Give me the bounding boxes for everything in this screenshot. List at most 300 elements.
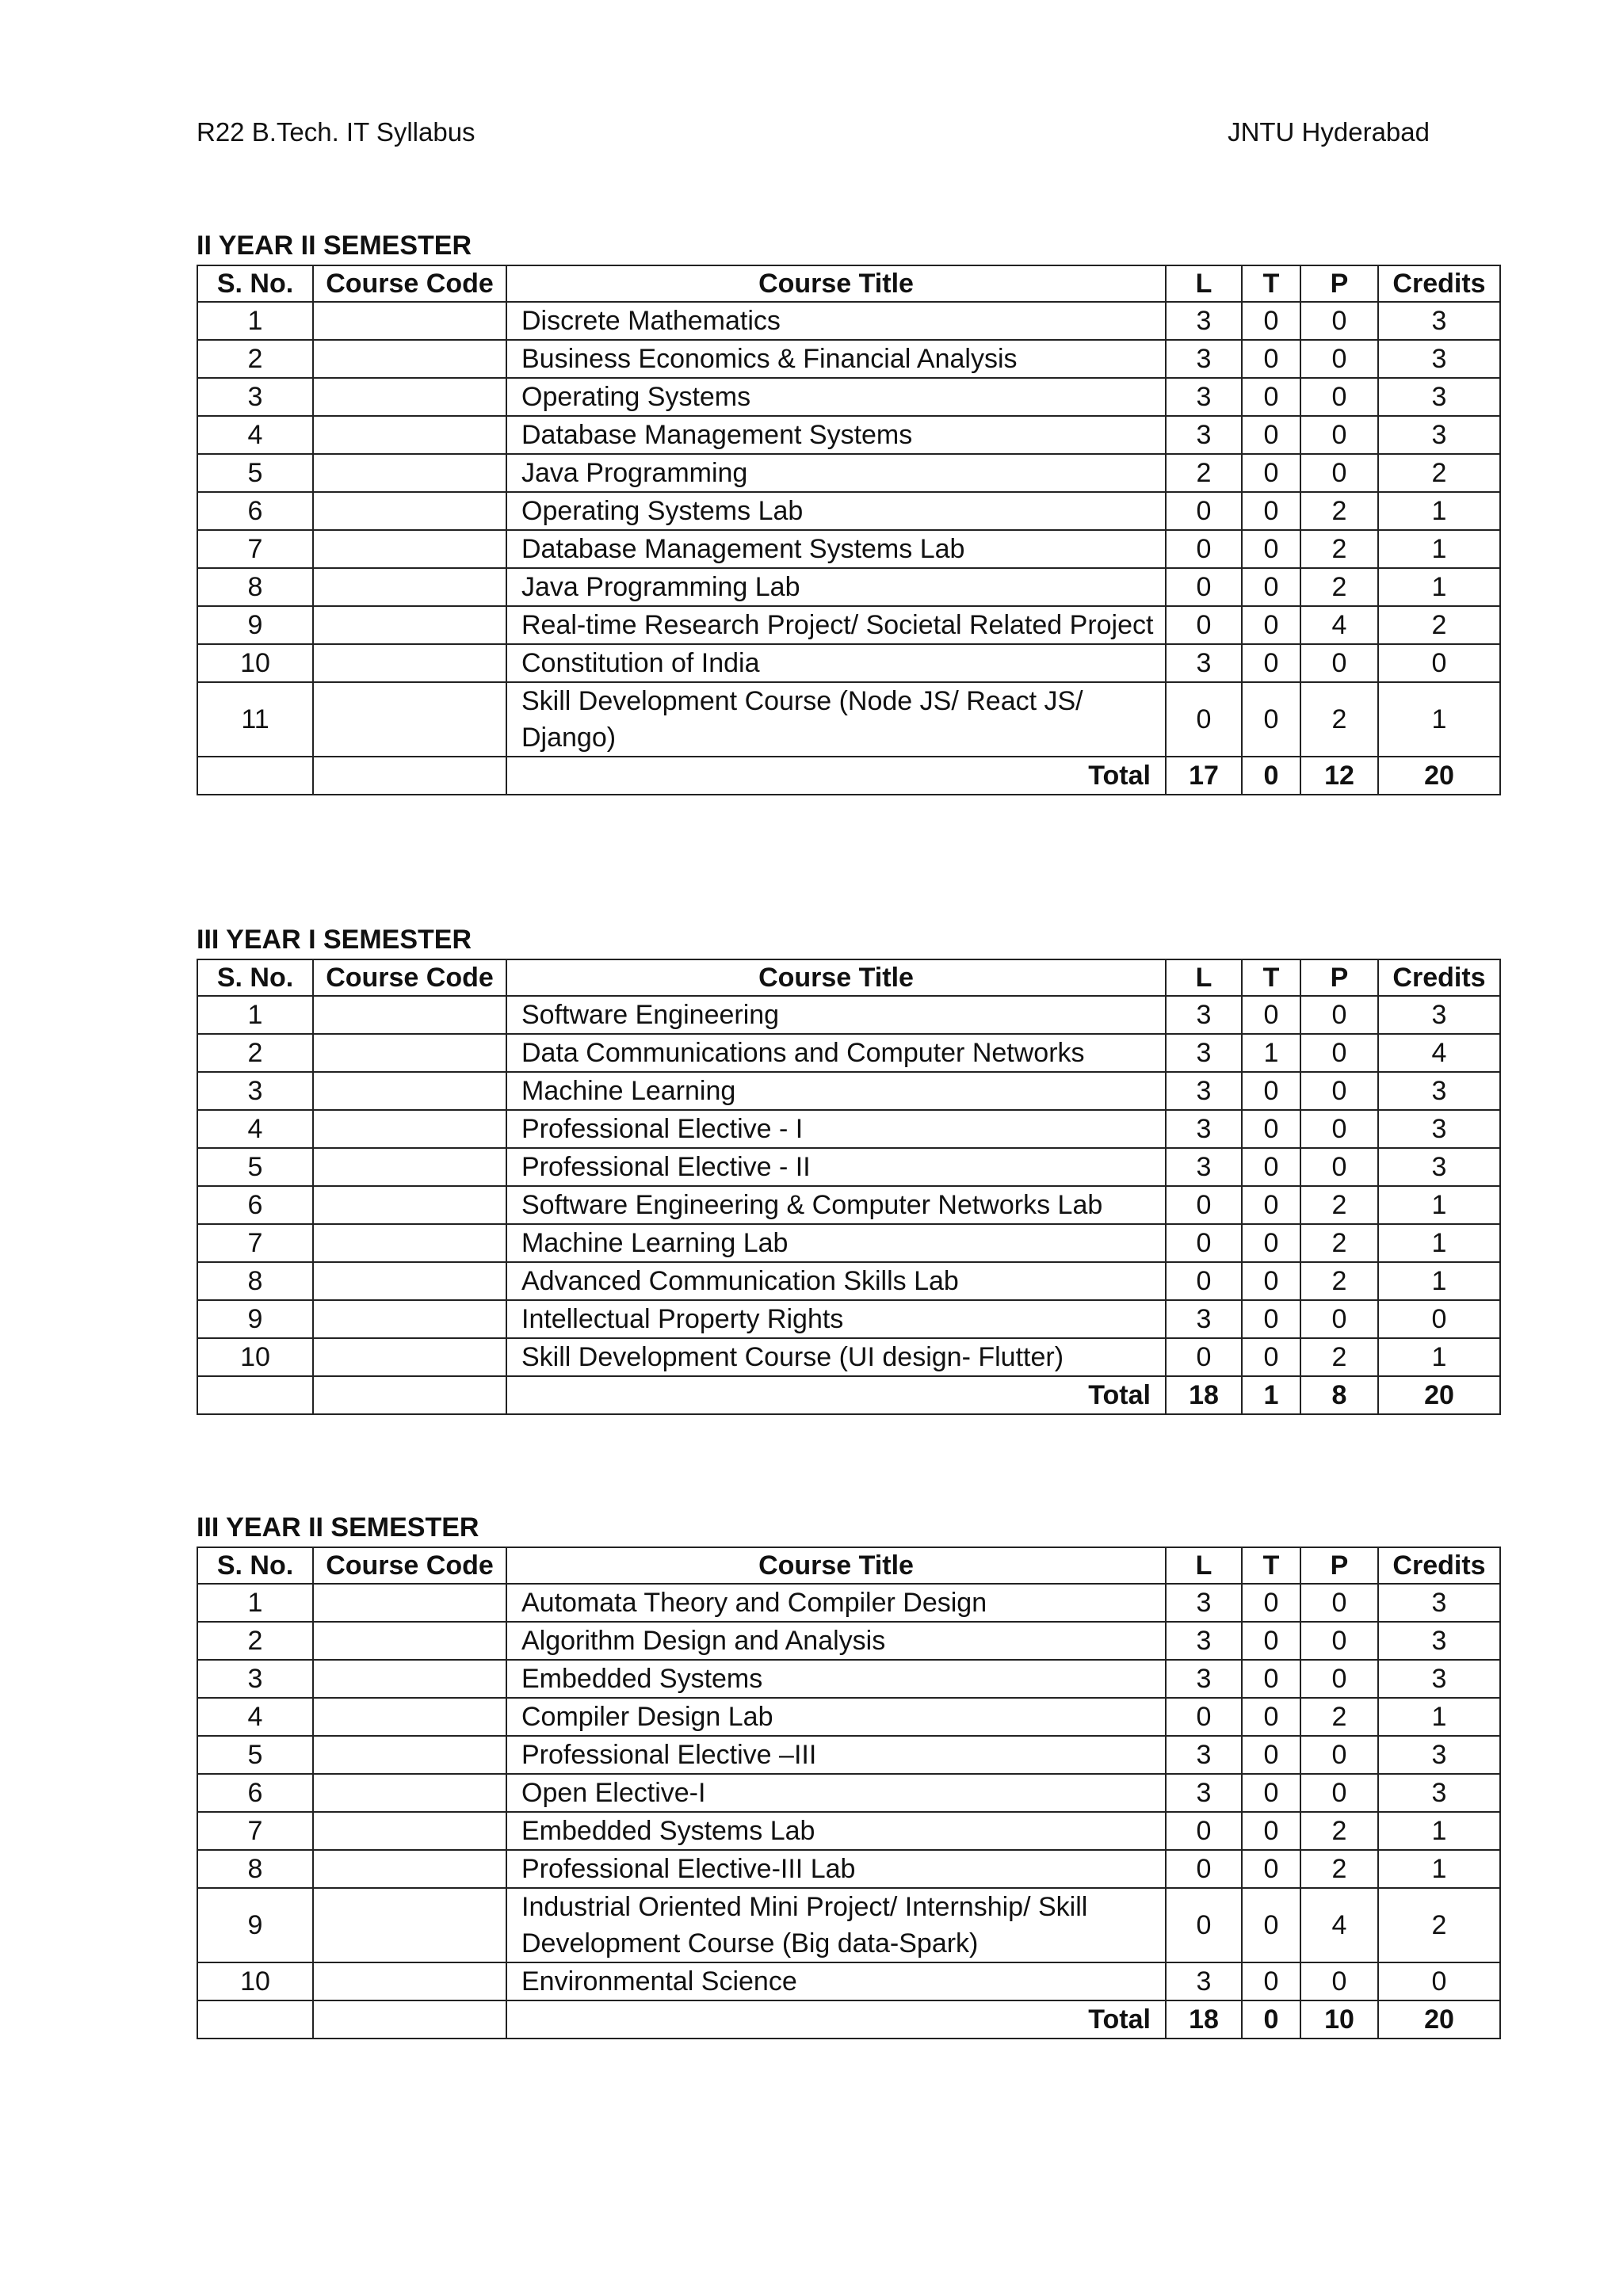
cell-t: 0 <box>1242 1584 1300 1622</box>
cell-course-title: Professional Elective-III Lab <box>506 1850 1166 1888</box>
cell-course-code <box>313 378 506 416</box>
cell-t: 0 <box>1242 1888 1300 1962</box>
cell-credits: 3 <box>1378 1110 1500 1148</box>
cell-t: 0 <box>1242 340 1300 378</box>
cell-sno: 6 <box>197 1774 313 1812</box>
cell-credits: 1 <box>1378 568 1500 606</box>
cell-p: 0 <box>1300 1962 1378 2000</box>
cell-empty <box>313 2000 506 2039</box>
table-row <box>197 1622 1500 1660</box>
cell-course-code <box>313 1300 506 1338</box>
cell-l: 3 <box>1166 1584 1242 1622</box>
cell-credits: 0 <box>1378 1300 1500 1338</box>
cell-t: 0 <box>1242 1774 1300 1812</box>
cell-credits: 1 <box>1378 492 1500 530</box>
header-sno: S. No. <box>197 959 313 996</box>
cell-sno: 9 <box>197 606 313 644</box>
cell-sno: 10 <box>197 1338 313 1376</box>
cell-p: 0 <box>1300 1034 1378 1072</box>
cell-credits: 3 <box>1378 416 1500 454</box>
cell-sno: 5 <box>197 1736 313 1774</box>
cell-sno: 2 <box>197 1622 313 1660</box>
cell-course-title: Environmental Science <box>506 1962 1166 2000</box>
table-row <box>197 1584 1500 1622</box>
cell-course-title: Industrial Oriented Mini Project/ Internship/ Skill Development Course (Big data-Spark) <box>506 1888 1166 1962</box>
cell-course-title: Discrete Mathematics <box>506 302 1166 340</box>
total-label: Total <box>506 757 1166 795</box>
header-sno: S. No. <box>197 1547 313 1584</box>
cell-credits: 3 <box>1378 1660 1500 1698</box>
cell-t: 0 <box>1242 1660 1300 1698</box>
cell-credits: 3 <box>1378 1774 1500 1812</box>
header-p: P <box>1300 959 1378 996</box>
cell-l: 3 <box>1166 340 1242 378</box>
table-row <box>197 1338 1500 1376</box>
total-l: 18 <box>1166 2000 1242 2039</box>
cell-l: 0 <box>1166 1888 1242 1962</box>
cell-p: 0 <box>1300 340 1378 378</box>
table-row <box>197 454 1500 492</box>
cell-credits: 1 <box>1378 1338 1500 1376</box>
cell-credits: 4 <box>1378 1034 1500 1072</box>
cell-course-code <box>313 1736 506 1774</box>
cell-l: 0 <box>1166 568 1242 606</box>
table-row <box>197 340 1500 378</box>
cell-course-code <box>313 530 506 568</box>
table-row <box>197 1262 1500 1300</box>
table-row <box>197 1186 1500 1224</box>
cell-t: 0 <box>1242 454 1300 492</box>
cell-course-title: Java Programming <box>506 454 1166 492</box>
cell-p: 2 <box>1300 1850 1378 1888</box>
header-p: P <box>1300 265 1378 302</box>
cell-p: 0 <box>1300 1736 1378 1774</box>
header-credits: Credits <box>1378 1547 1500 1584</box>
cell-t: 0 <box>1242 1698 1300 1736</box>
cell-t: 0 <box>1242 1736 1300 1774</box>
cell-sno: 9 <box>197 1300 313 1338</box>
total-credits: 20 <box>1378 757 1500 795</box>
cell-l: 3 <box>1166 1034 1242 1072</box>
cell-sno: 6 <box>197 492 313 530</box>
cell-l: 0 <box>1166 682 1242 757</box>
table-row <box>197 1224 1500 1262</box>
table-row <box>197 996 1500 1034</box>
cell-p: 4 <box>1300 606 1378 644</box>
cell-sno: 4 <box>197 1110 313 1148</box>
cell-sno: 11 <box>197 682 313 757</box>
cell-course-code <box>313 1072 506 1110</box>
cell-empty <box>197 2000 313 2039</box>
cell-t: 0 <box>1242 1224 1300 1262</box>
total-t: 0 <box>1242 757 1300 795</box>
document-header-right: JNTU Hyderabad <box>1228 117 1430 147</box>
header-l: L <box>1166 959 1242 996</box>
cell-l: 0 <box>1166 1262 1242 1300</box>
cell-l: 3 <box>1166 302 1242 340</box>
cell-p: 0 <box>1300 1072 1378 1110</box>
header-p: P <box>1300 1547 1378 1584</box>
table-header-row <box>197 1547 1500 1584</box>
cell-sno: 1 <box>197 996 313 1034</box>
cell-credits: 1 <box>1378 1224 1500 1262</box>
cell-t: 0 <box>1242 1110 1300 1148</box>
table-row <box>197 302 1500 340</box>
header-course-code: Course Code <box>313 265 506 302</box>
cell-p: 0 <box>1300 1622 1378 1660</box>
cell-course-code <box>313 1224 506 1262</box>
cell-course-title: Business Economics & Financial Analysis <box>506 340 1166 378</box>
cell-sno: 3 <box>197 1660 313 1698</box>
total-label: Total <box>506 1376 1166 1414</box>
total-credits: 20 <box>1378 1376 1500 1414</box>
course-table <box>197 959 1501 1415</box>
total-credits: 20 <box>1378 2000 1500 2039</box>
header-t: T <box>1242 1547 1300 1584</box>
table-row <box>197 1962 1500 2000</box>
cell-course-title: Software Engineering <box>506 996 1166 1034</box>
cell-course-code <box>313 302 506 340</box>
cell-p: 0 <box>1300 1110 1378 1148</box>
table-row <box>197 1774 1500 1812</box>
table-row <box>197 530 1500 568</box>
cell-l: 0 <box>1166 1850 1242 1888</box>
table-row <box>197 1850 1500 1888</box>
cell-course-title: Database Management Systems <box>506 416 1166 454</box>
cell-p: 0 <box>1300 996 1378 1034</box>
cell-p: 0 <box>1300 1584 1378 1622</box>
cell-sno: 1 <box>197 302 313 340</box>
cell-credits: 2 <box>1378 454 1500 492</box>
cell-course-code <box>313 454 506 492</box>
cell-p: 2 <box>1300 1186 1378 1224</box>
cell-sno: 5 <box>197 454 313 492</box>
cell-course-title: Skill Development Course (Node JS/ React JS/ Django) <box>506 682 1166 757</box>
cell-course-code <box>313 1698 506 1736</box>
cell-course-code <box>313 996 506 1034</box>
cell-l: 3 <box>1166 1148 1242 1186</box>
cell-course-code <box>313 1148 506 1186</box>
cell-credits: 1 <box>1378 1262 1500 1300</box>
cell-course-code <box>313 1186 506 1224</box>
cell-credits: 3 <box>1378 996 1500 1034</box>
cell-sno: 8 <box>197 568 313 606</box>
cell-sno: 2 <box>197 1034 313 1072</box>
cell-course-code <box>313 568 506 606</box>
table-row <box>197 644 1500 682</box>
cell-l: 3 <box>1166 1110 1242 1148</box>
total-row <box>197 757 1500 795</box>
cell-course-title: Automata Theory and Compiler Design <box>506 1584 1166 1622</box>
cell-course-title: Operating Systems <box>506 378 1166 416</box>
cell-t: 0 <box>1242 378 1300 416</box>
cell-p: 0 <box>1300 1300 1378 1338</box>
cell-credits: 3 <box>1378 1622 1500 1660</box>
cell-course-title: Software Engineering & Computer Networks Lab <box>506 1186 1166 1224</box>
cell-t: 0 <box>1242 302 1300 340</box>
table-row <box>197 416 1500 454</box>
table-row <box>197 492 1500 530</box>
cell-credits: 3 <box>1378 1584 1500 1622</box>
table-row <box>197 1698 1500 1736</box>
cell-course-code <box>313 1774 506 1812</box>
cell-credits: 3 <box>1378 1072 1500 1110</box>
cell-course-title: Intellectual Property Rights <box>506 1300 1166 1338</box>
total-p: 12 <box>1300 757 1378 795</box>
cell-course-code <box>313 1812 506 1850</box>
cell-empty <box>197 757 313 795</box>
header-sno: S. No. <box>197 265 313 302</box>
cell-l: 3 <box>1166 1072 1242 1110</box>
cell-course-code <box>313 1338 506 1376</box>
cell-l: 0 <box>1166 1224 1242 1262</box>
cell-l: 0 <box>1166 1338 1242 1376</box>
cell-empty <box>197 1376 313 1414</box>
cell-course-code <box>313 644 506 682</box>
semester-title: III YEAR II SEMESTER <box>197 1512 479 1543</box>
cell-credits: 0 <box>1378 644 1500 682</box>
cell-t: 0 <box>1242 1622 1300 1660</box>
cell-sno: 1 <box>197 1584 313 1622</box>
cell-t: 0 <box>1242 568 1300 606</box>
cell-credits: 3 <box>1378 1148 1500 1186</box>
cell-sno: 7 <box>197 530 313 568</box>
cell-credits: 0 <box>1378 1962 1500 2000</box>
cell-course-title: Compiler Design Lab <box>506 1698 1166 1736</box>
cell-t: 0 <box>1242 644 1300 682</box>
cell-credits: 3 <box>1378 340 1500 378</box>
total-row <box>197 1376 1500 1414</box>
cell-course-title: Java Programming Lab <box>506 568 1166 606</box>
cell-course-code <box>313 1888 506 1962</box>
cell-p: 4 <box>1300 1888 1378 1962</box>
cell-course-code <box>313 682 506 757</box>
cell-sno: 9 <box>197 1888 313 1962</box>
table-row <box>197 1660 1500 1698</box>
cell-p: 2 <box>1300 1224 1378 1262</box>
cell-sno: 4 <box>197 416 313 454</box>
cell-l: 3 <box>1166 1660 1242 1698</box>
cell-t: 0 <box>1242 1300 1300 1338</box>
cell-l: 3 <box>1166 1300 1242 1338</box>
cell-course-title: Skill Development Course (UI design- Flutter) <box>506 1338 1166 1376</box>
cell-course-code <box>313 1034 506 1072</box>
cell-p: 0 <box>1300 644 1378 682</box>
cell-course-title: Advanced Communication Skills Lab <box>506 1262 1166 1300</box>
cell-sno: 10 <box>197 644 313 682</box>
total-t: 1 <box>1242 1376 1300 1414</box>
cell-course-code <box>313 1962 506 2000</box>
table-row <box>197 1888 1500 1962</box>
semester-section <box>197 230 1501 795</box>
cell-l: 3 <box>1166 996 1242 1034</box>
cell-t: 0 <box>1242 416 1300 454</box>
cell-t: 0 <box>1242 682 1300 757</box>
cell-credits: 3 <box>1378 1736 1500 1774</box>
table-row <box>197 682 1500 757</box>
cell-credits: 1 <box>1378 530 1500 568</box>
table-row <box>197 606 1500 644</box>
cell-sno: 6 <box>197 1186 313 1224</box>
table-row <box>197 1148 1500 1186</box>
cell-t: 0 <box>1242 1262 1300 1300</box>
total-p: 10 <box>1300 2000 1378 2039</box>
cell-p: 0 <box>1300 454 1378 492</box>
header-credits: Credits <box>1378 265 1500 302</box>
table-row <box>197 1812 1500 1850</box>
cell-credits: 2 <box>1378 606 1500 644</box>
table-row <box>197 1034 1500 1072</box>
semester-title: III YEAR I SEMESTER <box>197 925 472 955</box>
cell-sno: 8 <box>197 1850 313 1888</box>
total-row <box>197 2000 1500 2039</box>
cell-course-code <box>313 492 506 530</box>
cell-empty <box>313 1376 506 1414</box>
cell-p: 2 <box>1300 1812 1378 1850</box>
cell-sno: 2 <box>197 340 313 378</box>
total-t: 0 <box>1242 2000 1300 2039</box>
header-t: T <box>1242 959 1300 996</box>
cell-course-title: Data Communications and Computer Networks <box>506 1034 1166 1072</box>
cell-sno: 10 <box>197 1962 313 2000</box>
cell-l: 0 <box>1166 530 1242 568</box>
cell-sno: 3 <box>197 1072 313 1110</box>
cell-t: 0 <box>1242 1812 1300 1850</box>
course-table <box>197 265 1501 795</box>
cell-credits: 3 <box>1378 378 1500 416</box>
cell-course-title: Embedded Systems <box>506 1660 1166 1698</box>
cell-p: 0 <box>1300 302 1378 340</box>
cell-p: 2 <box>1300 1338 1378 1376</box>
cell-l: 3 <box>1166 1622 1242 1660</box>
cell-p: 0 <box>1300 416 1378 454</box>
cell-t: 1 <box>1242 1034 1300 1072</box>
cell-course-code <box>313 1622 506 1660</box>
table-row <box>197 1110 1500 1148</box>
cell-t: 0 <box>1242 1962 1300 2000</box>
cell-credits: 2 <box>1378 1888 1500 1962</box>
cell-p: 2 <box>1300 1262 1378 1300</box>
cell-l: 3 <box>1166 416 1242 454</box>
total-label: Total <box>506 2000 1166 2039</box>
cell-p: 2 <box>1300 1698 1378 1736</box>
cell-course-title: Machine Learning Lab <box>506 1224 1166 1262</box>
cell-l: 0 <box>1166 1186 1242 1224</box>
cell-course-code <box>313 606 506 644</box>
cell-course-code <box>313 1850 506 1888</box>
cell-t: 0 <box>1242 530 1300 568</box>
cell-sno: 3 <box>197 378 313 416</box>
cell-credits: 1 <box>1378 1812 1500 1850</box>
cell-t: 0 <box>1242 1186 1300 1224</box>
cell-t: 0 <box>1242 1148 1300 1186</box>
table-row <box>197 378 1500 416</box>
header-course-code: Course Code <box>313 1547 506 1584</box>
cell-course-code <box>313 1660 506 1698</box>
cell-course-code <box>313 340 506 378</box>
document-header-left: R22 B.Tech. IT Syllabus <box>197 117 475 147</box>
cell-sno: 7 <box>197 1224 313 1262</box>
cell-credits: 1 <box>1378 682 1500 757</box>
header-course-code: Course Code <box>313 959 506 996</box>
cell-t: 0 <box>1242 1072 1300 1110</box>
total-p: 8 <box>1300 1376 1378 1414</box>
cell-t: 0 <box>1242 492 1300 530</box>
cell-course-code <box>313 1584 506 1622</box>
cell-course-title: Constitution of India <box>506 644 1166 682</box>
table-row <box>197 1736 1500 1774</box>
cell-l: 3 <box>1166 378 1242 416</box>
cell-p: 0 <box>1300 1660 1378 1698</box>
total-l: 17 <box>1166 757 1242 795</box>
cell-l: 0 <box>1166 606 1242 644</box>
cell-t: 0 <box>1242 1850 1300 1888</box>
course-table <box>197 1547 1501 2039</box>
cell-l: 0 <box>1166 1812 1242 1850</box>
cell-course-title: Real-time Research Project/ Societal Related Project <box>506 606 1166 644</box>
cell-l: 2 <box>1166 454 1242 492</box>
table-row <box>197 568 1500 606</box>
cell-course-title: Machine Learning <box>506 1072 1166 1110</box>
cell-course-title: Database Management Systems Lab <box>506 530 1166 568</box>
table-header-row <box>197 959 1500 996</box>
cell-p: 0 <box>1300 1148 1378 1186</box>
cell-t: 0 <box>1242 996 1300 1034</box>
semester-section <box>197 924 1501 1415</box>
table-row <box>197 1300 1500 1338</box>
cell-p: 0 <box>1300 378 1378 416</box>
cell-sno: 7 <box>197 1812 313 1850</box>
header-course-title: Course Title <box>506 265 1166 302</box>
header-credits: Credits <box>1378 959 1500 996</box>
cell-l: 0 <box>1166 1698 1242 1736</box>
cell-credits: 3 <box>1378 302 1500 340</box>
cell-l: 3 <box>1166 1736 1242 1774</box>
cell-course-code <box>313 1110 506 1148</box>
cell-p: 2 <box>1300 568 1378 606</box>
cell-course-title: Professional Elective –III <box>506 1736 1166 1774</box>
cell-course-title: Embedded Systems Lab <box>506 1812 1166 1850</box>
table-header-row <box>197 265 1500 302</box>
cell-course-title: Professional Elective - II <box>506 1148 1166 1186</box>
semester-title: II YEAR II SEMESTER <box>197 231 472 261</box>
cell-credits: 1 <box>1378 1698 1500 1736</box>
cell-t: 0 <box>1242 1338 1300 1376</box>
cell-course-title: Algorithm Design and Analysis <box>506 1622 1166 1660</box>
cell-p: 2 <box>1300 492 1378 530</box>
cell-l: 3 <box>1166 644 1242 682</box>
cell-sno: 4 <box>197 1698 313 1736</box>
header-t: T <box>1242 265 1300 302</box>
cell-credits: 1 <box>1378 1186 1500 1224</box>
cell-p: 0 <box>1300 1774 1378 1812</box>
header-course-title: Course Title <box>506 1547 1166 1584</box>
cell-l: 3 <box>1166 1774 1242 1812</box>
cell-empty <box>313 757 506 795</box>
cell-credits: 1 <box>1378 1850 1500 1888</box>
total-l: 18 <box>1166 1376 1242 1414</box>
header-l: L <box>1166 1547 1242 1584</box>
cell-p: 2 <box>1300 682 1378 757</box>
semester-section <box>197 1512 1501 2039</box>
cell-course-code <box>313 416 506 454</box>
table-row <box>197 1072 1500 1110</box>
cell-sno: 8 <box>197 1262 313 1300</box>
cell-course-title: Professional Elective - I <box>506 1110 1166 1148</box>
header-course-title: Course Title <box>506 959 1166 996</box>
cell-l: 0 <box>1166 492 1242 530</box>
cell-sno: 5 <box>197 1148 313 1186</box>
